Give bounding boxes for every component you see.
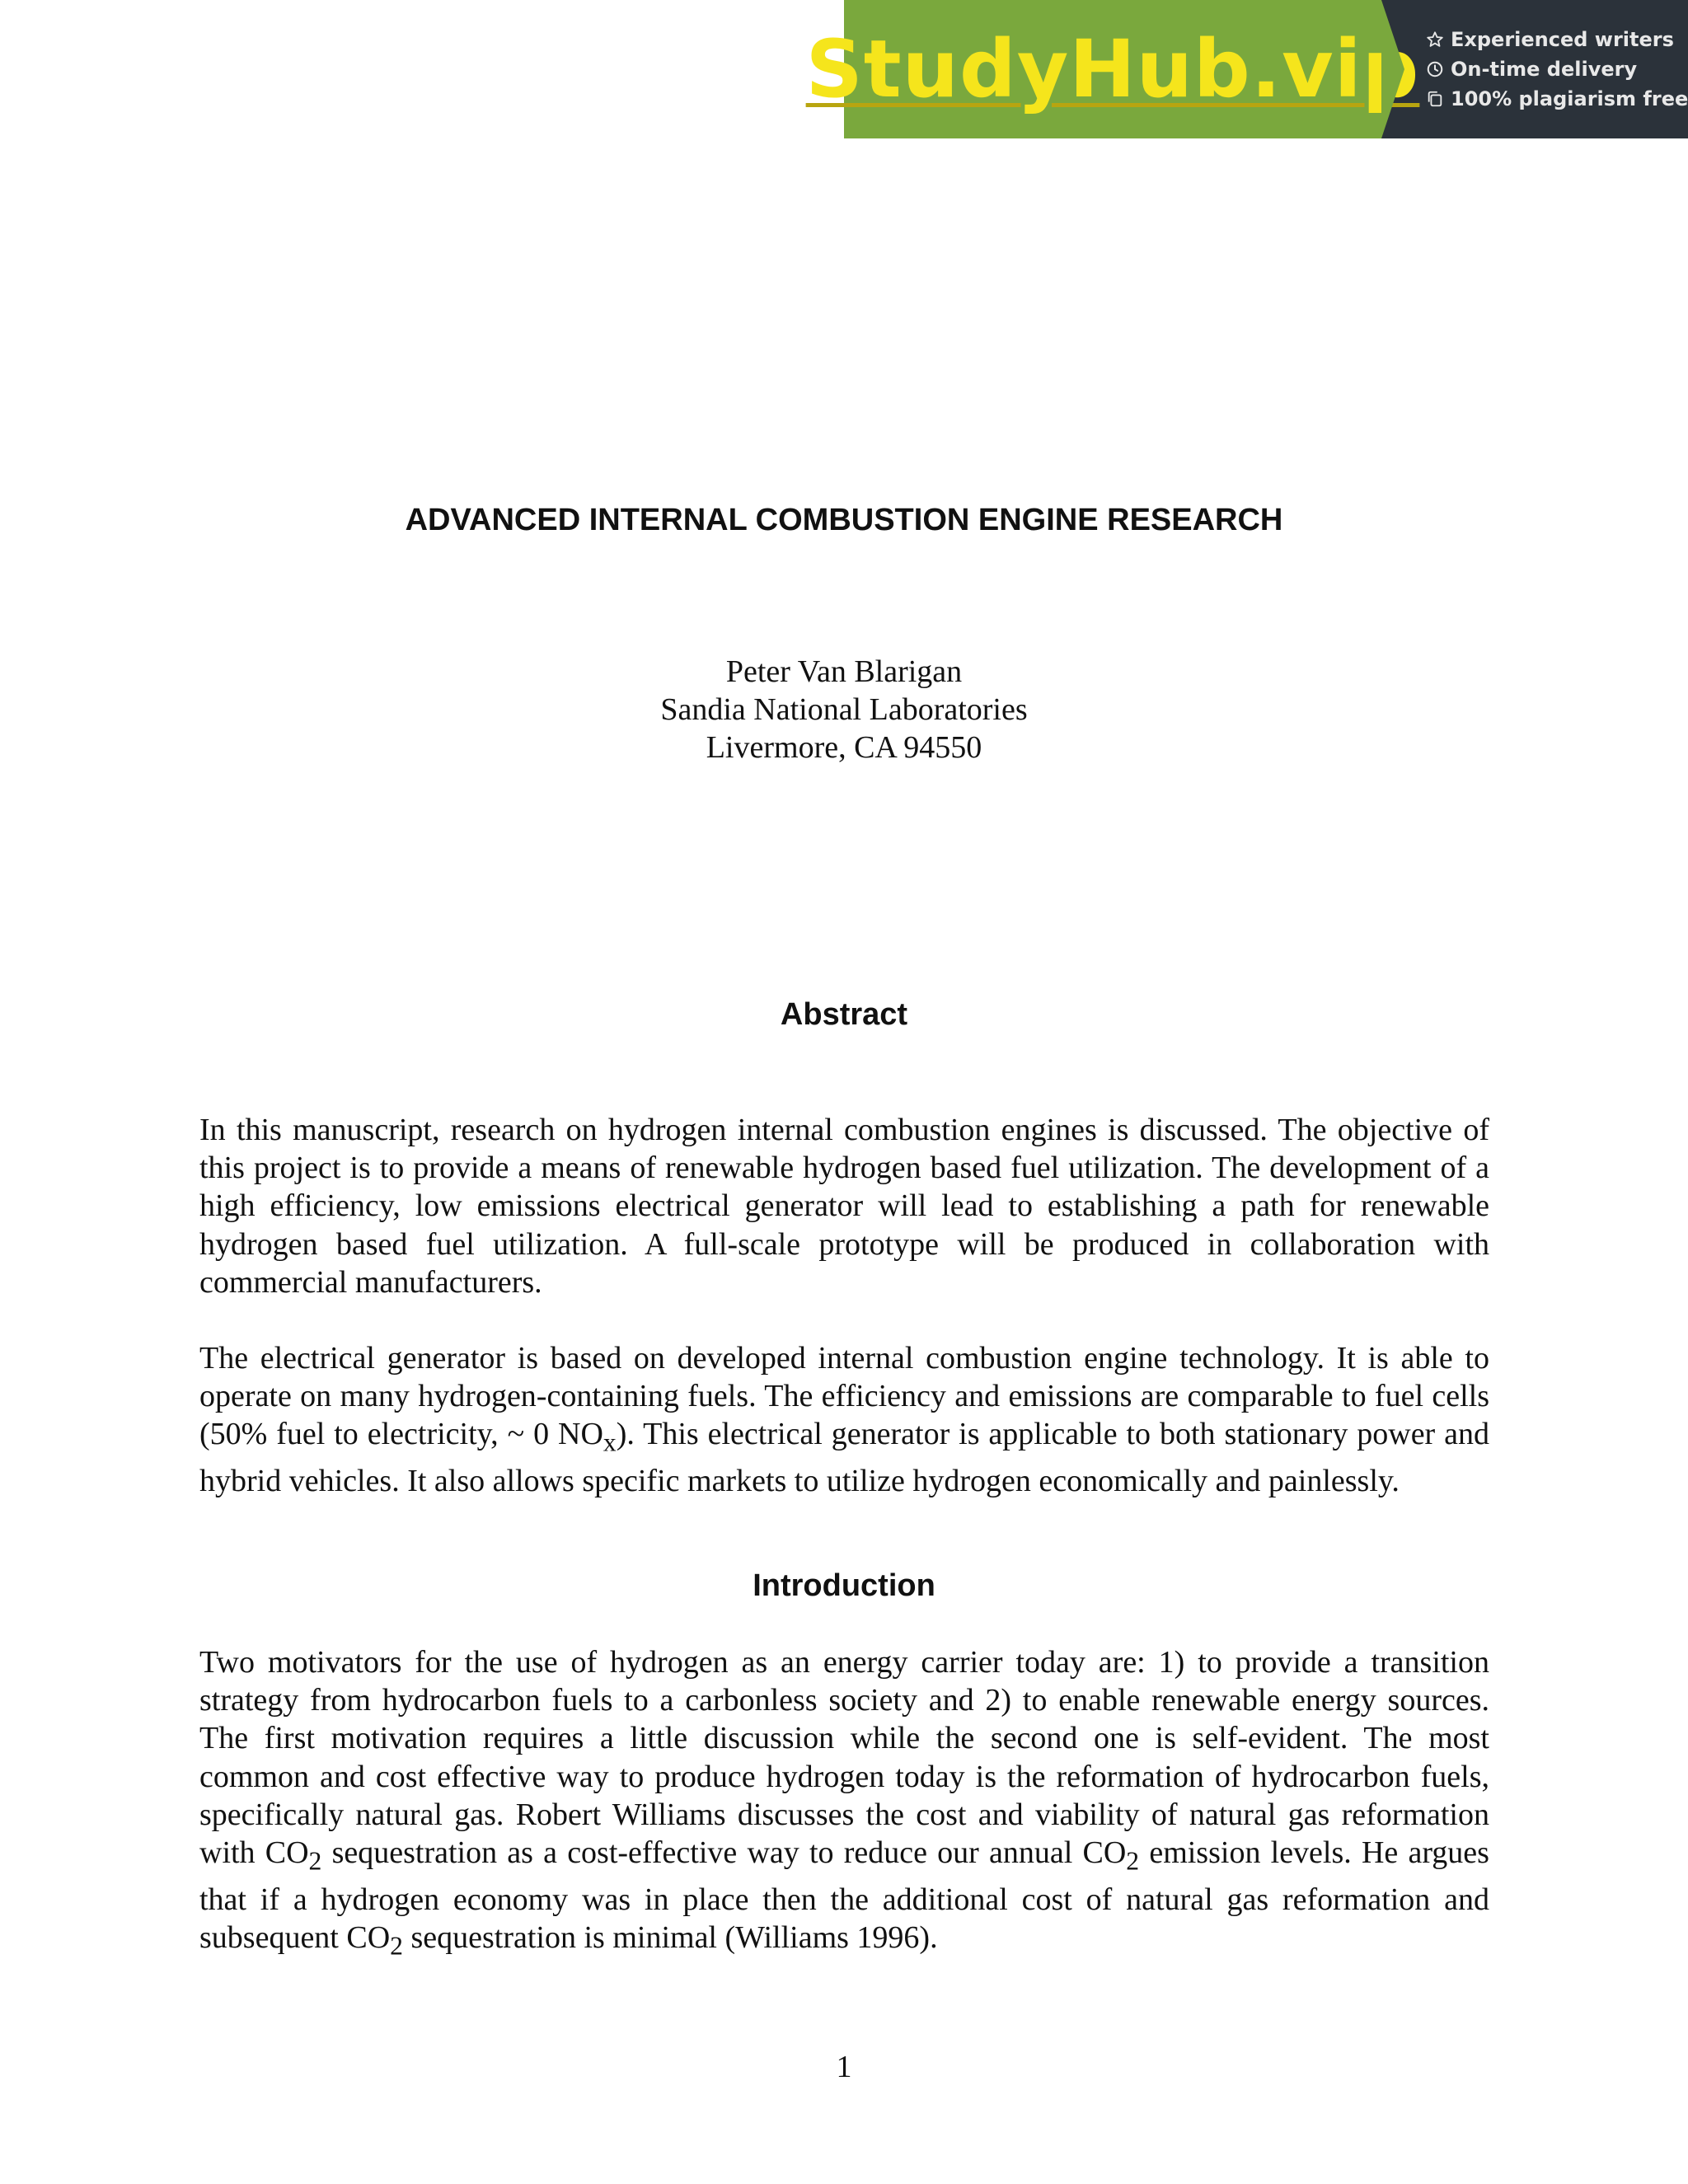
subscript: 2 (390, 1931, 403, 1961)
paper-title: ADVANCED INTERNAL COMBUSTION ENGINE RESEARCH (405, 503, 1283, 537)
studyhub-banner[interactable] (805, 0, 1688, 138)
banner-features-list (1381, 0, 1688, 138)
author-affiliation: Sandia National Laboratories (660, 692, 1028, 727)
feature-label: 100% plagiarism free (1451, 87, 1688, 110)
author-name: Peter Van Blarigan (725, 654, 963, 689)
introduction-heading: Introduction (753, 1568, 935, 1603)
feature-label: Experienced writers (1451, 28, 1674, 51)
studyhub-logo[interactable]: StudyHub.vip (805, 23, 1420, 115)
text-run: emission levels. He argues that if a hydrogen economy was in place then the additional cost of natural gas reformation and subsequent CO (199, 1835, 1489, 1956)
abstract-paragraph-2 (199, 1339, 1489, 1500)
text-run: sequestration as a cost-effective way to reduce our annual CO (321, 1835, 1127, 1871)
subscript: 2 (1126, 1846, 1140, 1876)
subscript: 2 (308, 1846, 322, 1876)
author-location: Livermore, CA 94550 (706, 730, 982, 765)
clock-icon (1426, 60, 1444, 78)
text-run: ). This electrical generator is applicable to both stationary power and hybrid vehicles. It also allows specific markets to utilize hydrogen economically and painlessly. (199, 1417, 1490, 1499)
page-number: 1 (836, 2050, 852, 2084)
studyhub-logo-panel[interactable] (805, 0, 1420, 138)
text-run: Two motivators for the use of hydrogen as an energy carrier today are: 1) to provide a transition strategy from hydrocarbon fuels to a carbonless society and 2) to enable renewable energy sources. The first motivation requires a little discussion while the second one is self-evident. The most common and cost effective way to produce hydrogen today is the reformation of hydrocarbon fuels, specifically natural gas. Robert Williams discusses the cost and viability of natural gas reformation with CO (199, 1645, 1489, 1871)
feature-label: On-time delivery (1451, 58, 1638, 81)
feature-plagiarism-free (1426, 87, 1688, 110)
introduction-paragraph-1 (199, 1643, 1489, 1966)
abstract-paragraph-1: In this manuscript, research on hydrogen internal combustion engines is discussed. The objective of this project is to provide a means of renewable hydrogen based fuel utilization. The development of a high efficiency, low emissions electrical generator will lead to establishing a path for renewable hydrogen based fuel utilization. A full-scale prototype will be produced in collaboration with commercial manufacturers. (199, 1113, 1489, 1300)
copy-document-icon (1426, 90, 1444, 108)
text-run: sequestration is minimal (Williams 1996). (402, 1920, 938, 1956)
feature-on-time-delivery (1426, 58, 1688, 81)
feature-experienced-writers (1426, 28, 1688, 51)
author-block (0, 653, 1688, 766)
abstract-heading: Abstract (780, 997, 908, 1032)
subscript: x (603, 1428, 617, 1457)
text-run: The electrical generator is based on developed internal combustion engine technology. It is able to operate on many hydrogen-containing fuels. The efficiency and emissions are comparable to fuel cells (50% fuel to electricity, ~ 0 NO (199, 1341, 1489, 1452)
star-outline-icon (1426, 30, 1444, 49)
